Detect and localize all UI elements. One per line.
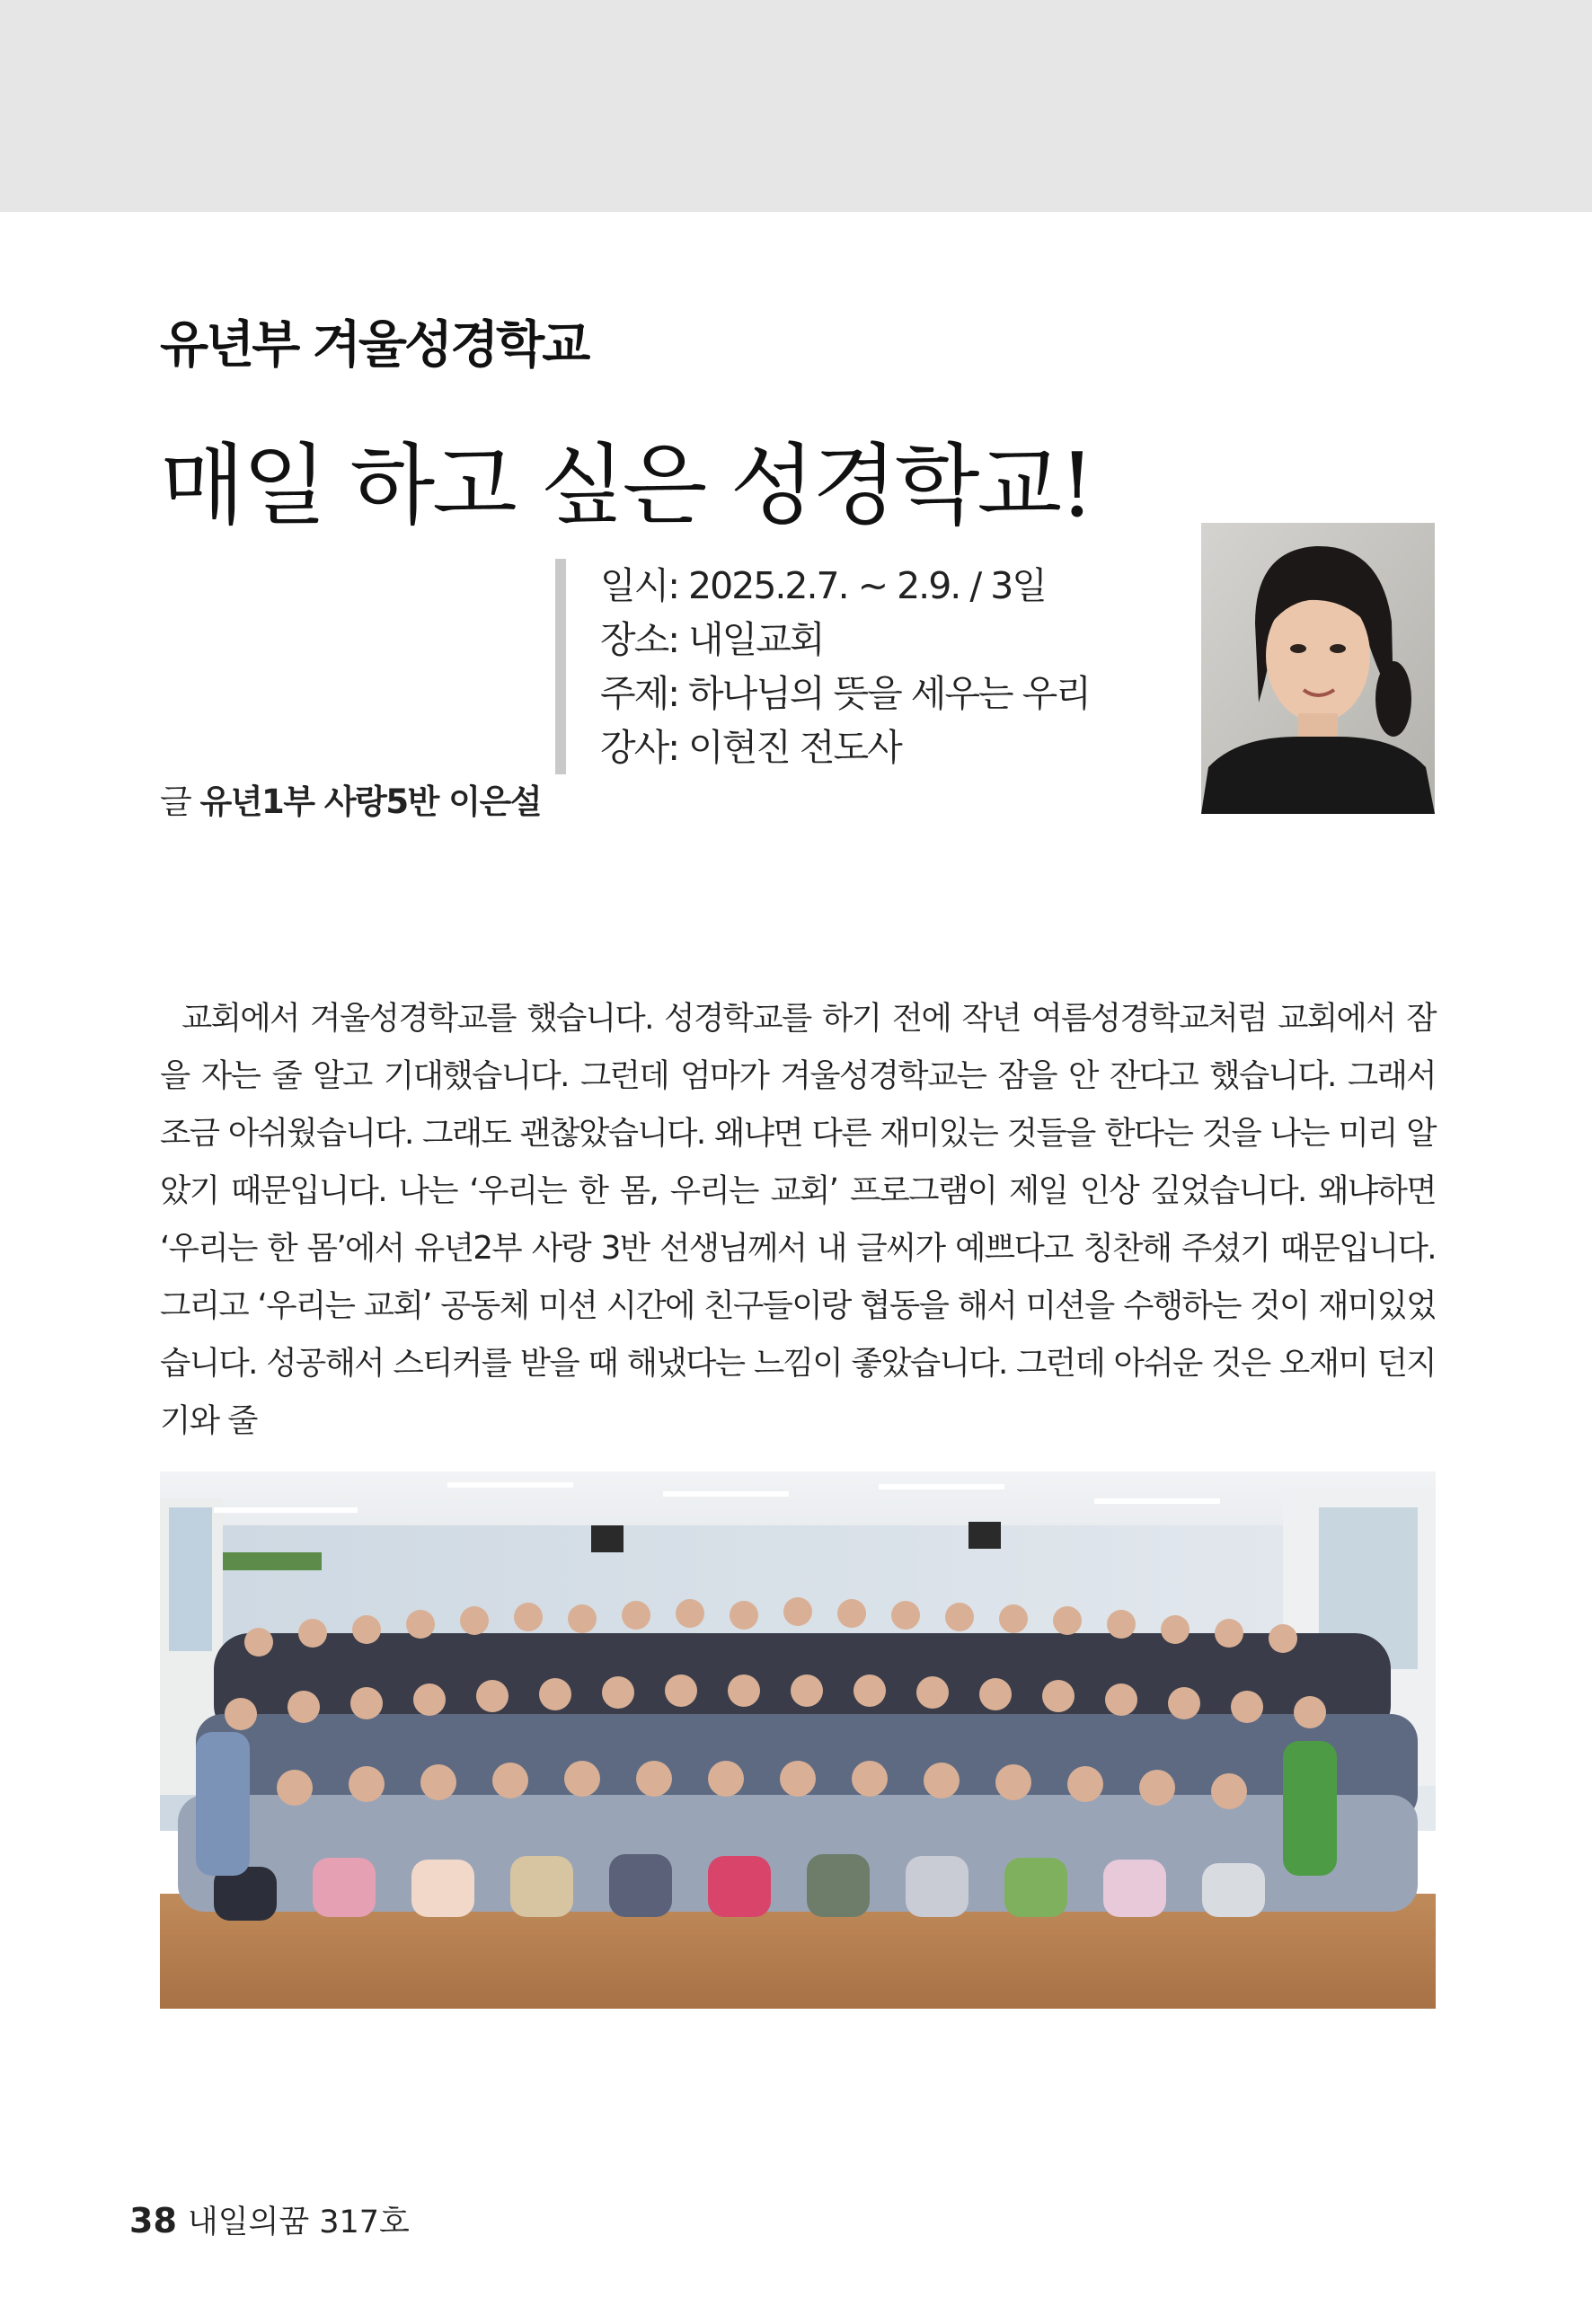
page-footer <box>129 2197 410 2242</box>
section-title: 유년부 겨울성경학교 <box>160 316 588 375</box>
info-date: 일시: 2025.2.7. ~ 2.9. / 3일 <box>600 564 1046 607</box>
group-photo <box>160 1471 1436 2009</box>
header-band <box>0 0 1592 212</box>
event-info <box>555 559 1090 774</box>
body-paragraph: 교회에서 겨울성경학교를 했습니다. 성경학교를 하기 전에 작년 여름성경학교처럼 교회에서 잠을 자는 줄 알고 기대했습니다. 그런데 엄마가 겨울성경학교는 잠을 안 잔다고 했습니다. 그래서 조금 아쉬웠습니다. 그래도 괜찮았습니다. 왜냐면 다른 재미있는 것들을 한다는 것을 나는 미리 알았기 때문입니다. 나는 ‘우리는 한 몸, 우리는 교회’ 프로그램이 제일 인상 깊었습니다. 왜냐하면 ‘우리는 한 몸’에서 유년2부 사랑 3반 선생님께서 내 글씨가 예쁘다고 칭찬해 주셨기 때문입니다. 그리고 ‘우리는 교회’ 공동체 미션 시간에 친구들이랑 협동을 해서 미션을 수행하는 것이 재미있었습니다. 성공해서 스티커를 받을 때 해냈다는 느낌이 좋았습니다. 그런데 아쉬운 것은 오재미 던지기와 줄 <box>160 1000 1436 1439</box>
byline-author: 유년1부 사랑5반 이은설 <box>199 782 541 821</box>
info-speaker: 강사: 이현진 전도사 <box>600 726 901 769</box>
byline <box>160 774 541 823</box>
page-number: 38 <box>129 2201 177 2240</box>
article-body <box>160 990 1436 1450</box>
article-title: 매일 하고 싶은 성경학교! <box>160 435 1092 537</box>
magazine-issue: 내일의꿈 317호 <box>187 2205 410 2240</box>
info-theme: 주제: 하나님의 뜻을 세우는 우리 <box>600 672 1090 715</box>
author-portrait <box>1201 523 1435 814</box>
info-place: 장소: 내일교회 <box>600 618 824 661</box>
byline-prefix: 글 <box>160 782 191 821</box>
